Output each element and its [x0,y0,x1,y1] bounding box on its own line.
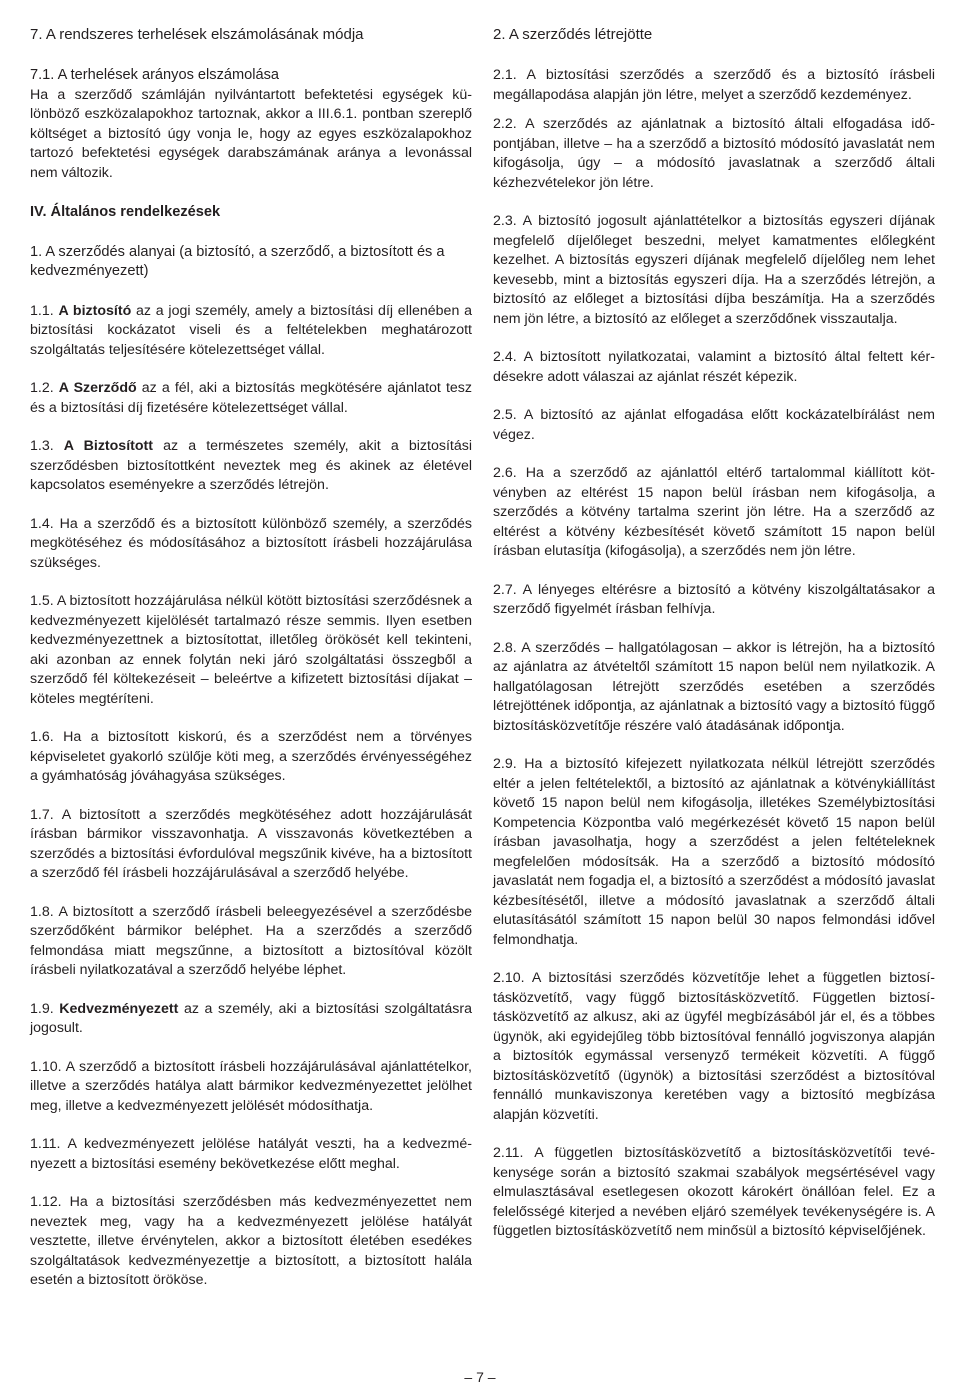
paragraph-text: A biztosított a szerződés megkötéséhez adott hozzájárulását írásban bármikor visszavonhatja. A visszavonás következtében a szerződés a biztosítási évfordulóval megszűnik kivéve, ha a biztosított a szerződő fél írásbeli hozzájárulásával a szerződő helyébe. [30,806,472,881]
right-column [493,24,935,1242]
section-2-heading: 2. A szerződés létrejötte [493,26,653,43]
section-7-1-text: Ha a szerződő számláján nyilvántartott befektetési egységek különböző eszközalapokhoz tartoznak, akkor a III.6.1. pontban szereplő költséget a biztosító úgy vonja le, hogy az egyes eszközalapokhoz tartozó befektetési egységek darabszámának aránya a levonással nem változik. [30,86,472,181]
paragraph-2-3 [493,212,935,329]
paragraph-number: 1.2. [30,380,54,396]
paragraph-1-1 [30,302,472,361]
paragraph-text: az a személy, aki a biztosítási szolgáltatásra jogosult. [30,1000,472,1036]
page-number: – 7 – [464,1369,496,1385]
paragraph-number: 1.12. [30,1194,62,1210]
paragraph-text: A lényeges eltérésre a biztosító a kötvény kiszolgáltatásakor a szerződő figyelmét írásban felhívja. [493,581,935,617]
paragraph-text: A biztosított nyilatkozatai, valamint a biztosító által feltett kérdésekre adott válaszai az ajánlat részét képezik. [493,349,935,385]
paragraph-1-4 [30,515,472,574]
paragraph-number: 1.3. [30,438,54,454]
term-kedvezmenyezett: Kedvezményezett [59,1000,179,1017]
paragraph-text: az a fél, aki a biztosítás megkötésére ajánlatot tesz és a biztosítási díj fizetésére kötelezettséget vállal. [30,380,472,416]
paragraph-2-5 [493,406,935,445]
paragraph-text: az a természetes személy, akit a biztosítási szerződésben biztosítottként neveztek meg és akinek az életével kapcsolatos eseményekre a szerződés létrejön. [30,438,472,493]
paragraph-2-11 [493,1144,935,1242]
paragraph-number: 2.5. [493,407,517,423]
paragraph-text: A biztosított hozzájárulása nélkül kötött biztosítási szerződésnek a kedvezményezett kijelölését tartalmazó része semmis. Ilyen esetben kedvezményezettnek a biztosítottat, illetőleg örökösét kell tekinteni, aki azonban az ennek folytán neki járó szolgáltatási összegből a szerződő fél költekezéseit – beleértve a kifizetett biztosítási díjakat – köteles megtéríteni. [30,593,472,707]
paragraph-text: Ha a biztosító kifejezett nyilatkozata nélkül létrejött szerződés eltér a jelen feltételektől, a biztosító az ajánlatnak a kötvénykiállítást követő 15 napon belül nem kifogásolja, illetékes Személybiztosítási Kompetencia Központba való megérkezését követő 15 napon belül írásban javasolhatja, hogy a szerződést a jelen feltételeknek megfelelően módosítsák. Ha a szerződő a biztosító módosító javaslatát nem fogadja el, a biztosító a szerződést a módosító javaslat kézbesítésétől, illetve a módosító javaslatnak a szerződő általi elutasításától számított 15 napon belül 30 napos felmondási idővel felmondhatja. [493,756,935,948]
paragraph-number: 1.10. [30,1058,62,1075]
paragraph-text: Ha a szerződő az ajánlattól eltérő tartalommal kiállított kötvényben az eltérést 15 napon belül írásban nem kifogásolja, a szerződés a kötvény tartalma szerint jön létre. Ha a szerződő az eltérést a kötvény kézbesítését követő számított 15 napon belül írásban elutasítja (kifogásolja), a szerződés nem jön létre. [493,465,935,559]
paragraph-text: A szerződés az ajánlatnak a biztosító általi elfogadása időpontjában, illetve – ha a szerződő a biztosító módosító javaslatát nem kifogásolja, úgy – a módosító javaslatnak a szerződő általi kézhezvételekor jön létre. [493,116,935,191]
paragraph-number: 2.6. [493,465,517,481]
paragraph-number: 1.7. [30,806,54,823]
paragraph-text: A szerződő a biztosított írásbeli hozzájárulásával ajánlattételkor, illetve a szerződés hatálya alatt bármikor kedvezményezettet jelölhet meg, illetve a kedvezményezett jelölését módosíthatja. [30,1058,472,1114]
paragraph-1-3 [30,437,472,496]
paragraph-number: 1.1. [30,302,54,319]
paragraph-2-4 [493,348,935,387]
paragraph-number: 1.5. [30,593,54,609]
paragraph-number: 1.6. [30,729,54,745]
part-4-heading: IV. Általános rendelkezések [30,204,221,220]
paragraph-1-5 [30,592,472,709]
paragraph-text: A biztosító jogosult ajánlattételkor a biztosítás egyszeri díjának megfelelő díjelőleget beszedni, melyet kamatmentes előlegként kezelhet. A biztosítás egyszeri díjának megfelelő díjelőleg nem lehet kevesebb, mint a biztosítás egyszeri díja. Ha a szerződés létrejön, a biztosító az előleget a biztosítási díjba beszámítja. Ha a szerződés nem jön létre, a biztosító az előleget a szerződőnek visszautalja. [493,213,935,327]
paragraph-text: Ha a szerződő és a biztosított különböző személy, a szerződés megkötéséhez és módosításához a biztosított írásbeli hozzájárulása szükséges. [30,515,472,571]
paragraph-number: 1.11. [30,1136,61,1152]
paragraph-number: 2.7. [493,581,517,598]
paragraph-number: 2.2. [493,116,517,132]
section-7-1-title: 7.1. A terhelések arányos elszámolása [30,67,280,83]
paragraph-text: A független biztosításközvetítő a biztosításközvetítői tevékenysége során a biztosító szakmai szabályok megsértésével vagy elmulasztásával esetlegesen okozott károkért önállóan felel. Ez a felelősségé kiterjed a nevében eljáró személyek tevékenységére is. A független biztosításközvetítő nem minősül a biztosító képviselőjének. [493,1145,935,1239]
paragraph-1-7 [30,806,472,884]
paragraph-text: Ha a biztosítási szerződésben más kedvezményezettet nem neveztek meg, vagy ha a kedvezményezett jelölése hatályát vesztette, illetve érvénytelen, akkor a biztosított életében esedékes szolgáltatások kedvezményezettje a biztosított, a biztosított halála esetén a biztosított örököse. [30,1194,472,1288]
term-szerzodo: A Szerződő [58,380,137,396]
paragraph-1-11 [30,1135,472,1174]
paragraph-2-7 [493,581,935,620]
paragraph-2-10 [493,969,935,1125]
paragraph-1-2 [30,379,472,418]
term-biztosito: A biztosító [58,302,132,319]
paragraph-1-9 [30,1000,472,1039]
paragraph-1-6 [30,728,472,787]
paragraph-1-12 [30,1193,472,1291]
section-7-heading: 7. A rendszeres terhelések elszámolásának módja [30,26,364,43]
paragraph-2-9 [493,755,935,950]
paragraph-number: 1.4. [30,515,54,532]
left-column [30,24,472,1291]
paragraph-2-8 [493,639,935,737]
paragraph-number: 1.9. [30,1000,54,1017]
paragraph-text: az a jogi személy, amely a biztosítási díj ellenében a biztosítási kockázatot viseli és a feltételekben meghatározott szolgáltatás teljesítésére kötelezettséget vállal. [30,302,472,358]
paragraph-2-2 [493,115,935,193]
paragraph-text: A biztosító az ajánlat elfogadása előtt kockázatelbírálást nem végez. [493,407,935,443]
paragraph-text: A biztosítási szerződés a szerződő és a biztosító írásbeli megállapodása alapján jön létre, melyet a szerződő kezdeményez. [493,67,935,103]
paragraph-1-10 [30,1058,472,1117]
paragraph-text: A szerződés – hallgatólagosan – akkor is létrejön, ha a biztosító az ajánlatra az átvételtől számított 15 napon belül nem nyilatkozik. A hallgatólagosan létrejött szerződés esetében a szerződés létrejöttének időpontja, az ajánlatnak a biztosító vagy a biztosító függő biztosításközvetítője részére való átadásának időpontja. [493,639,935,734]
term-biztositott: A Biztosított [63,438,153,454]
paragraph-1-8 [30,903,472,981]
paragraph-2-1 [493,66,935,105]
paragraph-text: A biztosított a szerződő írásbeli beleegyezésével a szerződésbe szerződőként bármikor beléphet. Ha a szerződés a szerződő felmondása miatt megszűnne, a biztosított a biztosítóval közölt írásbeli nyilatkozatával a szerződő helyébe léphet. [30,903,472,978]
paragraph-2-6 [493,464,935,562]
paragraph-text: A biztosítási szerződés közvetítője lehet a független biztosításközvetítő, vagy függő biztosításközvetítő. Független biztosításközvetítő az alkusz, aki az ügyfél megbízásából jár el, és a többes ügynök, aki egyidejűleg több biztosítóval fennálló jogviszonya alapján a biztosítók egymással versenyző termékeit közvetíti. A függő biztosításközvetítő (ügynök) a biztosítási szerződést a biztosítóval fennálló munkaviszonya keretében vagy a biztosító megbízása alapján közvetíti. [493,970,935,1123]
paragraph-number: 2.4. [493,349,517,365]
paragraph-number: 2.11. [493,1145,524,1161]
paragraph-text: Ha a biztosított kiskorú, és a szerződést nem a törvényes képviseletet gyakorló szülője köti meg, a szerződés érvényességéhez a gyámhatóság jóváhagyása szükséges. [30,729,472,784]
paragraph-number: 2.3. [493,213,517,229]
paragraph-text: A kedvezményezett jelölése hatályát veszti, ha a kedvezményezett a biztosítási esemény bekövetkezése előtt meghal. [30,1136,472,1172]
paragraph-number: 2.10. [493,970,525,986]
paragraph-number: 2.8. [493,639,517,656]
section-1-heading: 1. A szerződés alanyai (a biztosító, a szerződő, a biztosított és a kedvezményezett) [30,243,445,279]
paragraph-number: 2.9. [493,756,517,772]
paragraph-number: 2.1. [493,67,517,83]
paragraph-number: 1.8. [30,903,54,920]
